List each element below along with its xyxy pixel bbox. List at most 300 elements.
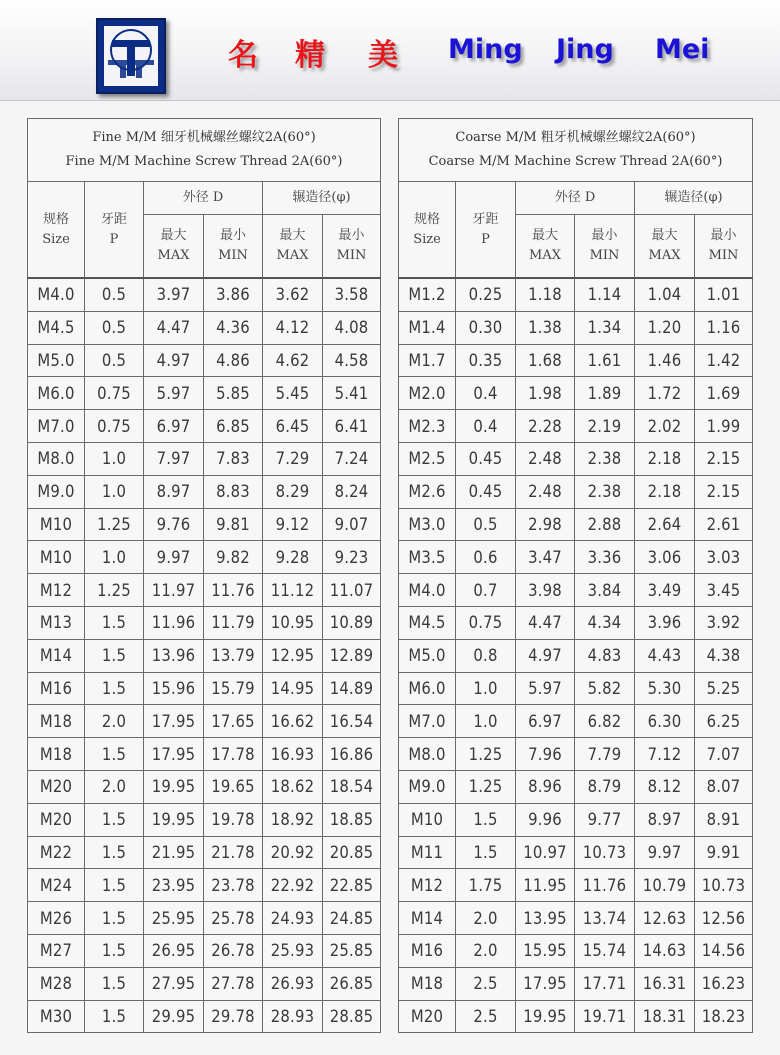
- coarse-cell-size: M3.5: [399, 541, 456, 574]
- coarse-sub-roll-max-en: MAX: [648, 248, 681, 263]
- coarse-cell-od-min: 8.79: [575, 770, 635, 803]
- coarse-cell-pitch: 0.6: [456, 541, 516, 574]
- fine-cell-size: M20: [28, 770, 85, 803]
- coarse-cell-od-max: 4.47: [516, 606, 575, 639]
- table-row: [28, 311, 381, 344]
- fine-cell-roll-max: 22.92: [263, 869, 323, 902]
- fine-cell-roll-min: 6.41: [323, 410, 381, 443]
- table-row: [28, 902, 381, 935]
- coarse-cell-od-min: 4.34: [575, 606, 635, 639]
- fine-cell-roll-max: 11.12: [263, 574, 323, 607]
- coarse-cell-od-min: 2.38: [575, 442, 635, 475]
- coarse-col-size: [399, 182, 456, 279]
- fine-cell-od-min: 19.65: [204, 770, 263, 803]
- fine-col-pitch-en: P: [109, 231, 119, 247]
- fine-cell-od-max: 17.95: [144, 705, 204, 738]
- coarse-cell-roll-min: 7.07: [695, 738, 753, 771]
- table-row: [399, 672, 753, 705]
- coarse-cell-roll-min: 14.56: [695, 934, 753, 967]
- coarse-cell-od-min: 11.76: [575, 869, 635, 902]
- fine-sub-roll-max-cn: 最大: [279, 228, 306, 243]
- coarse-title-line1: Coarse M/M 粗牙机械螺丝螺纹2A(60°): [455, 130, 696, 145]
- fine-cell-od-min: 4.86: [204, 344, 263, 377]
- table-row: [399, 836, 753, 869]
- coarse-cell-od-max: 5.97: [516, 672, 575, 705]
- fine-cell-roll-min: 18.85: [323, 803, 381, 836]
- fine-cell-od-min: 29.78: [204, 1000, 263, 1033]
- coarse-cell-roll-max: 4.43: [635, 639, 695, 672]
- fine-cell-roll-min: 9.23: [323, 541, 381, 574]
- fine-cell-od-min: 19.78: [204, 803, 263, 836]
- fine-cell-od-min: 4.36: [204, 311, 263, 344]
- fine-cell-pitch: 1.5: [85, 803, 144, 836]
- fine-cell-size: M8.0: [28, 442, 85, 475]
- fine-cell-pitch: 1.5: [85, 1000, 144, 1033]
- fine-cell-size: M10: [28, 508, 85, 541]
- fine-title-line2: Fine M/M Machine Screw Thread 2A(60°): [65, 154, 343, 169]
- table-row: [399, 1000, 753, 1033]
- coarse-cell-od-min: 7.79: [575, 738, 635, 771]
- coarse-sub-roll-min-cn: 最小: [710, 228, 737, 243]
- table-row: [399, 803, 753, 836]
- coarse-cell-roll-max: 12.63: [635, 902, 695, 935]
- fine-cell-od-max: 7.97: [144, 442, 204, 475]
- fine-cell-od-max: 27.95: [144, 967, 204, 1000]
- fine-col-outer-diameter: 外径 D: [144, 182, 263, 215]
- header-banner: [0, 0, 780, 101]
- fine-cell-pitch: 1.25: [85, 574, 144, 607]
- coarse-cell-roll-min: 3.92: [695, 606, 753, 639]
- fine-cell-roll-min: 20.85: [323, 836, 381, 869]
- fine-cell-od-min: 8.83: [204, 475, 263, 508]
- coarse-cell-roll-min: 9.91: [695, 836, 753, 869]
- fine-cell-od-min: 7.83: [204, 442, 263, 475]
- fine-cell-pitch: 1.5: [85, 869, 144, 902]
- table-row: [28, 410, 381, 443]
- coarse-cell-pitch: 2.0: [456, 902, 516, 935]
- fine-cell-roll-min: 7.24: [323, 442, 381, 475]
- coarse-cell-pitch: 0.30: [456, 311, 516, 344]
- coarse-cell-size: M14: [399, 902, 456, 935]
- coarse-cell-pitch: 1.25: [456, 738, 516, 771]
- coarse-cell-roll-max: 6.30: [635, 705, 695, 738]
- coarse-cell-size: M6.0: [399, 672, 456, 705]
- coarse-cell-roll-min: 3.45: [695, 574, 753, 607]
- fine-cell-size: M28: [28, 967, 85, 1000]
- fine-cell-pitch: 0.5: [85, 344, 144, 377]
- table-row: [399, 508, 753, 541]
- coarse-cell-roll-min: 16.23: [695, 967, 753, 1000]
- fine-cell-size: M9.0: [28, 475, 85, 508]
- table-row: [399, 705, 753, 738]
- coarse-cell-size: M5.0: [399, 639, 456, 672]
- fine-table-body: [28, 119, 381, 1033]
- fine-cell-roll-min: 4.58: [323, 344, 381, 377]
- coarse-cell-roll-min: 5.25: [695, 672, 753, 705]
- fine-cell-roll-min: 24.85: [323, 902, 381, 935]
- coarse-cell-pitch: 0.45: [456, 475, 516, 508]
- fine-cell-roll-max: 4.12: [263, 311, 323, 344]
- coarse-cell-roll-max: 8.12: [635, 770, 695, 803]
- coarse-cell-od-max: 8.96: [516, 770, 575, 803]
- fine-cell-od-max: 26.95: [144, 934, 204, 967]
- table-row: [28, 278, 381, 311]
- coarse-cell-size: M2.0: [399, 377, 456, 410]
- fine-sub-od-min: [204, 215, 263, 279]
- coarse-cell-roll-min: 1.42: [695, 344, 753, 377]
- coarse-cell-od-min: 19.71: [575, 1000, 635, 1033]
- coarse-cell-roll-min: 2.15: [695, 442, 753, 475]
- coarse-cell-size: M11: [399, 836, 456, 869]
- fine-sub-od-max-cn: 最大: [160, 228, 187, 243]
- coarse-cell-od-max: 10.97: [516, 836, 575, 869]
- coarse-cell-size: M9.0: [399, 770, 456, 803]
- fine-cell-od-min: 15.79: [204, 672, 263, 705]
- fine-cell-od-max: 4.47: [144, 311, 204, 344]
- coarse-cell-roll-max: 8.97: [635, 803, 695, 836]
- coarse-cell-size: M2.6: [399, 475, 456, 508]
- fine-cell-roll-min: 16.54: [323, 705, 381, 738]
- coarse-sub-od-min-en: MIN: [589, 248, 620, 263]
- coarse-cell-size: M12: [399, 869, 456, 902]
- coarse-cell-od-max: 1.68: [516, 344, 575, 377]
- coarse-cell-roll-max: 3.96: [635, 606, 695, 639]
- table-row: [399, 541, 753, 574]
- fine-cell-pitch: 1.0: [85, 541, 144, 574]
- fine-cell-roll-max: 16.93: [263, 738, 323, 771]
- coarse-cell-size: M18: [399, 967, 456, 1000]
- coarse-sub-od-min-cn: 最小: [591, 228, 618, 243]
- table-row: [399, 967, 753, 1000]
- fine-col-size: [28, 182, 85, 279]
- coarse-cell-pitch: 1.5: [456, 836, 516, 869]
- table-row: [399, 311, 753, 344]
- fine-cell-size: M24: [28, 869, 85, 902]
- table-row: [399, 278, 753, 311]
- coarse-cell-roll-max: 3.49: [635, 574, 695, 607]
- brand-en-word-3: Mei: [655, 34, 710, 65]
- fine-cell-od-max: 23.95: [144, 869, 204, 902]
- table-row: [399, 770, 753, 803]
- coarse-sub-od-min: [575, 215, 635, 279]
- coarse-table-title: [399, 119, 753, 182]
- coarse-cell-od-min: 5.82: [575, 672, 635, 705]
- coarse-cell-roll-min: 4.38: [695, 639, 753, 672]
- fine-cell-roll-min: 8.24: [323, 475, 381, 508]
- coarse-cell-od-max: 1.38: [516, 311, 575, 344]
- coarse-cell-od-min: 15.74: [575, 934, 635, 967]
- fine-sub-roll-min-cn: 最小: [338, 228, 365, 243]
- coarse-cell-od-min: 3.84: [575, 574, 635, 607]
- table-row: [399, 574, 753, 607]
- brand-cn-char-3: 美: [368, 38, 398, 73]
- fine-cell-roll-max: 3.62: [263, 278, 323, 311]
- coarse-cell-roll-max: 1.04: [635, 278, 695, 311]
- fine-cell-pitch: 1.5: [85, 738, 144, 771]
- coarse-col-outer-diameter: 外径 D: [516, 182, 635, 215]
- coarse-col-size-cn: 规格: [413, 211, 440, 227]
- coarse-cell-od-max: 19.95: [516, 1000, 575, 1033]
- coarse-cell-od-max: 17.95: [516, 967, 575, 1000]
- coarse-cell-od-max: 2.48: [516, 442, 575, 475]
- coarse-cell-od-max: 3.98: [516, 574, 575, 607]
- fine-cell-od-max: 21.95: [144, 836, 204, 869]
- fine-cell-roll-min: 3.58: [323, 278, 381, 311]
- coarse-cell-roll-min: 2.15: [695, 475, 753, 508]
- fine-sub-od-min-en: MIN: [218, 248, 248, 263]
- fine-cell-pitch: 1.5: [85, 967, 144, 1000]
- coarse-cell-roll-max: 18.31: [635, 1000, 695, 1033]
- coarse-cell-od-max: 2.48: [516, 475, 575, 508]
- fine-cell-size: M18: [28, 738, 85, 771]
- fine-col-size-cn: 规格: [42, 211, 69, 227]
- fine-cell-size: M18: [28, 705, 85, 738]
- fine-cell-roll-min: 16.86: [323, 738, 381, 771]
- table-row: [28, 442, 381, 475]
- fine-cell-size: M13: [28, 606, 85, 639]
- coarse-cell-roll-min: 2.61: [695, 508, 753, 541]
- fine-cell-roll-max: 8.29: [263, 475, 323, 508]
- fine-cell-roll-max: 10.95: [263, 606, 323, 639]
- fine-cell-size: M16: [28, 672, 85, 705]
- fine-cell-od-max: 8.97: [144, 475, 204, 508]
- coarse-cell-size: M1.4: [399, 311, 456, 344]
- table-row: [399, 344, 753, 377]
- coarse-cell-pitch: 0.45: [456, 442, 516, 475]
- fine-cell-roll-max: 7.29: [263, 442, 323, 475]
- table-row: [28, 672, 381, 705]
- coarse-sub-roll-max: [635, 215, 695, 279]
- brand-cn-char-1: 名: [228, 38, 258, 73]
- fine-cell-roll-min: 9.07: [323, 508, 381, 541]
- coarse-cell-od-max: 9.96: [516, 803, 575, 836]
- coarse-cell-od-max: 11.95: [516, 869, 575, 902]
- table-row: [28, 639, 381, 672]
- table-row: [28, 475, 381, 508]
- fine-cell-od-max: 15.96: [144, 672, 204, 705]
- coarse-cell-od-max: 3.47: [516, 541, 575, 574]
- fine-cell-od-max: 9.76: [144, 508, 204, 541]
- fine-cell-roll-min: 12.89: [323, 639, 381, 672]
- fine-sub-roll-max-en: MAX: [276, 248, 309, 263]
- coarse-cell-roll-min: 10.73: [695, 869, 753, 902]
- table-row: [399, 442, 753, 475]
- fine-cell-size: M6.0: [28, 377, 85, 410]
- coarse-cell-size: M3.0: [399, 508, 456, 541]
- fine-cell-od-min: 17.65: [204, 705, 263, 738]
- fine-cell-roll-max: 16.62: [263, 705, 323, 738]
- coarse-cell-roll-min: 12.56: [695, 902, 753, 935]
- coarse-cell-od-min: 1.89: [575, 377, 635, 410]
- table-row: [399, 410, 753, 443]
- coarse-cell-od-min: 13.74: [575, 902, 635, 935]
- fine-cell-od-max: 11.96: [144, 606, 204, 639]
- coarse-cell-size: M4.0: [399, 574, 456, 607]
- coarse-table-body: [399, 119, 753, 1033]
- fine-col-pitch-cn: 牙距: [100, 211, 127, 227]
- fine-cell-pitch: 1.0: [85, 442, 144, 475]
- coarse-cell-size: M2.3: [399, 410, 456, 443]
- fine-sub-roll-min: [323, 215, 381, 279]
- table-row: [399, 606, 753, 639]
- coarse-cell-pitch: 0.8: [456, 639, 516, 672]
- fine-cell-roll-min: 28.85: [323, 1000, 381, 1033]
- fine-cell-od-max: 29.95: [144, 1000, 204, 1033]
- table-row: [28, 377, 381, 410]
- fine-cell-size: M20: [28, 803, 85, 836]
- fine-cell-pitch: 0.75: [85, 377, 144, 410]
- fine-cell-roll-min: 26.85: [323, 967, 381, 1000]
- coarse-cell-size: M20: [399, 1000, 456, 1033]
- coarse-sub-roll-min-en: MIN: [708, 248, 739, 263]
- fine-cell-od-min: 11.76: [204, 574, 263, 607]
- table-row: [28, 836, 381, 869]
- fine-cell-od-min: 3.86: [204, 278, 263, 311]
- fine-sub-roll-min-en: MIN: [336, 248, 367, 263]
- coarse-cell-pitch: 0.5: [456, 508, 516, 541]
- fine-cell-roll-min: 18.54: [323, 770, 381, 803]
- fine-cell-roll-max: 26.93: [263, 967, 323, 1000]
- coarse-cell-pitch: 0.25: [456, 278, 516, 311]
- fine-cell-od-min: 25.78: [204, 902, 263, 935]
- fine-cell-roll-min: 11.07: [323, 574, 381, 607]
- coarse-cell-roll-min: 6.25: [695, 705, 753, 738]
- coarse-cell-od-max: 4.97: [516, 639, 575, 672]
- coarse-cell-od-min: 10.73: [575, 836, 635, 869]
- fine-col-pitch: [85, 182, 144, 279]
- fine-cell-roll-max: 4.62: [263, 344, 323, 377]
- fine-cell-pitch: 1.5: [85, 902, 144, 935]
- coarse-cell-od-min: 4.83: [575, 639, 635, 672]
- fine-cell-size: M26: [28, 902, 85, 935]
- fine-cell-roll-max: 20.92: [263, 836, 323, 869]
- table-row: [399, 934, 753, 967]
- fine-cell-roll-min: 14.89: [323, 672, 381, 705]
- fine-col-roll-diameter: 辗造径(φ): [263, 182, 381, 215]
- coarse-col-roll-diameter: 辗造径(φ): [635, 182, 753, 215]
- table-row: [28, 508, 381, 541]
- fine-cell-roll-max: 24.93: [263, 902, 323, 935]
- fine-sub-od-max-en: MAX: [157, 248, 190, 263]
- table-row: [28, 770, 381, 803]
- fine-title-line1: Fine M/M 细牙机械螺丝螺纹2A(60°): [92, 130, 316, 145]
- fine-cell-od-max: 5.97: [144, 377, 204, 410]
- coarse-cell-roll-max: 2.02: [635, 410, 695, 443]
- fine-cell-od-max: 17.95: [144, 738, 204, 771]
- coarse-cell-roll-min: 8.91: [695, 803, 753, 836]
- fine-cell-pitch: 1.5: [85, 606, 144, 639]
- fine-cell-od-min: 9.81: [204, 508, 263, 541]
- coarse-cell-roll-min: 1.99: [695, 410, 753, 443]
- coarse-cell-roll-max: 1.46: [635, 344, 695, 377]
- fine-cell-size: M30: [28, 1000, 85, 1033]
- fine-cell-pitch: 1.5: [85, 934, 144, 967]
- fine-cell-roll-min: 5.41: [323, 377, 381, 410]
- fine-cell-od-min: 11.79: [204, 606, 263, 639]
- fine-cell-pitch: 0.75: [85, 410, 144, 443]
- fine-cell-pitch: 1.0: [85, 475, 144, 508]
- table-row: [399, 902, 753, 935]
- coarse-cell-pitch: 2.5: [456, 967, 516, 1000]
- table-row: [399, 475, 753, 508]
- fine-cell-roll-min: 10.89: [323, 606, 381, 639]
- mjm-logo-icon: [98, 20, 164, 92]
- fine-sub-od-min-cn: 最小: [219, 228, 246, 243]
- fine-cell-od-max: 25.95: [144, 902, 204, 935]
- coarse-col-pitch-en: P: [481, 231, 490, 247]
- fine-cell-od-min: 23.78: [204, 869, 263, 902]
- coarse-sub-roll-max-cn: 最大: [651, 228, 678, 243]
- table-row: [28, 934, 381, 967]
- fine-cell-od-min: 21.78: [204, 836, 263, 869]
- coarse-cell-pitch: 2.0: [456, 934, 516, 967]
- brand-en-word-1: Ming: [448, 34, 523, 65]
- coarse-cell-od-min: 3.36: [575, 541, 635, 574]
- fine-cell-od-min: 9.82: [204, 541, 263, 574]
- coarse-cell-od-min: 2.88: [575, 508, 635, 541]
- fine-table-title: [28, 119, 381, 182]
- coarse-cell-pitch: 1.0: [456, 705, 516, 738]
- fine-cell-roll-min: 25.85: [323, 934, 381, 967]
- coarse-col-size-en: Size: [413, 231, 441, 247]
- fine-cell-pitch: 1.5: [85, 639, 144, 672]
- fine-cell-size: M4.5: [28, 311, 85, 344]
- coarse-cell-roll-max: 1.20: [635, 311, 695, 344]
- table-row: [28, 738, 381, 771]
- coarse-cell-pitch: 0.35: [456, 344, 516, 377]
- coarse-cell-od-max: 1.98: [516, 377, 575, 410]
- table-row: [28, 967, 381, 1000]
- fine-cell-od-max: 6.97: [144, 410, 204, 443]
- fine-cell-size: M22: [28, 836, 85, 869]
- fine-cell-pitch: 1.5: [85, 836, 144, 869]
- fine-col-size-en: Size: [42, 231, 70, 247]
- fine-cell-pitch: 0.5: [85, 311, 144, 344]
- fine-cell-roll-max: 14.95: [263, 672, 323, 705]
- fine-sub-roll-max: [263, 215, 323, 279]
- fine-cell-pitch: 1.5: [85, 672, 144, 705]
- coarse-cell-roll-max: 2.64: [635, 508, 695, 541]
- coarse-cell-pitch: 1.25: [456, 770, 516, 803]
- coarse-cell-roll-max: 16.31: [635, 967, 695, 1000]
- coarse-sub-od-max: [516, 215, 575, 279]
- coarse-col-pitch-cn: 牙距: [472, 211, 499, 227]
- fine-cell-od-max: 19.95: [144, 803, 204, 836]
- coarse-cell-roll-max: 3.06: [635, 541, 695, 574]
- coarse-cell-od-min: 1.34: [575, 311, 635, 344]
- table-row: [28, 574, 381, 607]
- coarse-title-line2: Coarse M/M Machine Screw Thread 2A(60°): [428, 154, 723, 169]
- table-row: [399, 738, 753, 771]
- coarse-cell-size: M10: [399, 803, 456, 836]
- fine-cell-roll-max: 18.62: [263, 770, 323, 803]
- coarse-cell-roll-max: 2.18: [635, 442, 695, 475]
- coarse-cell-pitch: 0.4: [456, 410, 516, 443]
- coarse-cell-od-min: 17.71: [575, 967, 635, 1000]
- fine-cell-od-max: 13.96: [144, 639, 204, 672]
- coarse-cell-od-max: 13.95: [516, 902, 575, 935]
- table-row: [399, 869, 753, 902]
- coarse-thread-table: [398, 118, 753, 1033]
- coarse-cell-pitch: 2.5: [456, 1000, 516, 1033]
- fine-cell-size: M7.0: [28, 410, 85, 443]
- fine-cell-pitch: 0.5: [85, 278, 144, 311]
- coarse-sub-od-max-en: MAX: [529, 248, 561, 263]
- fine-cell-roll-max: 12.95: [263, 639, 323, 672]
- fine-cell-pitch: 1.25: [85, 508, 144, 541]
- fine-cell-od-max: 4.97: [144, 344, 204, 377]
- coarse-cell-roll-max: 14.63: [635, 934, 695, 967]
